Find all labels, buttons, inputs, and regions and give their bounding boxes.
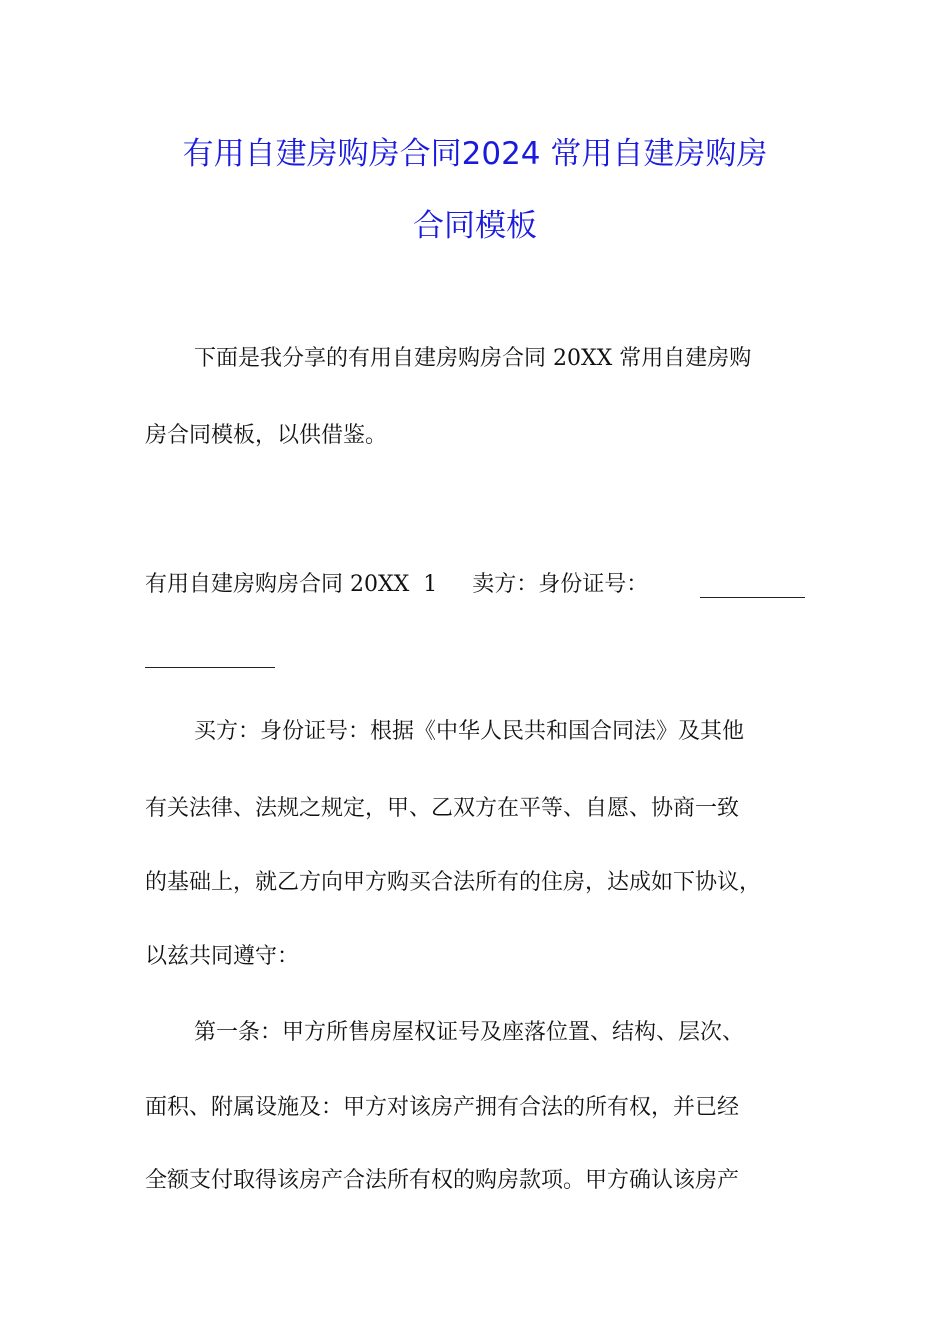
paragraph-1-line-2: 有关法律、法规之规定，甲、乙双方在平等、自愿、协商一致 xyxy=(145,796,740,821)
paragraph-1-line-1: 买方：身份证号：根据《中华人民共和国合同法》及其他 xyxy=(194,719,745,744)
contract-heading: 有用自建房购房合同 20XX 1 卖方：身份证号： xyxy=(145,572,649,597)
document-title-line-1: 有用自建房购房合同2024 常用自建房购房 xyxy=(182,136,768,172)
intro-line-2: 房合同模板，以供借鉴。 xyxy=(145,423,388,448)
id-number-blank-2 xyxy=(145,667,275,668)
document-title-line-2: 合同模板 xyxy=(413,208,537,244)
intro-line-1: 下面是我分享的有用自建房购房合同 20XX 常用自建房购 xyxy=(194,346,752,371)
article-1-line-3: 全额支付取得该房产合法所有权的购房款项。甲方确认该房产 xyxy=(145,1168,740,1193)
paragraph-1-line-3: 的基础上，就乙方向甲方购买合法所有的住房，达成如下协议， xyxy=(145,870,762,895)
article-1-line-1: 第一条：甲方所售房屋权证号及座落位置、结构、层次、 xyxy=(194,1020,745,1045)
paragraph-1-line-4: 以兹共同遵守： xyxy=(145,944,300,969)
id-number-blank-1 xyxy=(700,597,805,598)
article-1-line-2: 面积、附属设施及：甲方对该房产拥有合法的所有权，并已经 xyxy=(145,1095,740,1120)
